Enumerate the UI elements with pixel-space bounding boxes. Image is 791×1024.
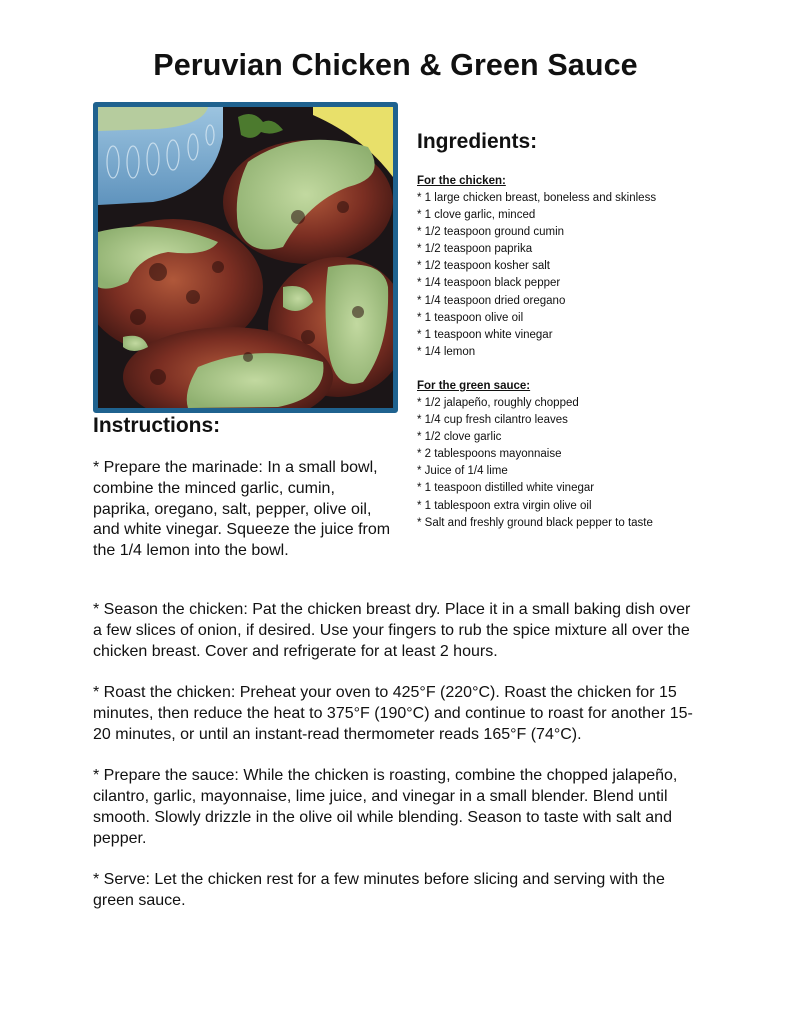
list-item: * 2 tablespoons mayonnaise [417,448,562,461]
green-sauce-subheading: For the green sauce: [417,379,531,392]
list-item: * 1 clove garlic, minced [417,209,536,222]
list-item: * 1 teaspoon white vinegar [417,328,553,341]
ingredients-section [417,130,757,532]
instruction-step: * Prepare the sauce: While the chicken is roasting, combine the chopped jalapeño, cilantro, garlic, mayonnaise, lime juice, and vinegar in a small blender. Blend until smooth. Slowly drizzle in the olive oil while blending. Season to taste with salt and pepper. [93,767,678,847]
list-item: * 1/4 teaspoon dried oregano [417,294,566,307]
instructions-heading: Instructions: [93,414,221,437]
section-spacer [417,361,757,378]
ingredients-heading: Ingredients: [417,130,538,153]
instruction-step: * Serve: Let the chicken rest for a few minutes before slicing and serving with the green sauce. [93,871,665,910]
instruction-step: * Season the chicken: Pat the chicken breast dry. Place it in a small baking dish over a few slices of onion, if desired. Use your fingers to rub the spice mixture all over the chicken breast. Cover and refrigerate for at least 2 hours. [93,601,691,660]
list-item: * 1 tablespoon extra virgin olive oil [417,499,592,512]
list-item: * 1/4 lemon [417,345,476,358]
chicken-photo-illustration [98,107,393,408]
instructions-list [93,600,703,933]
recipe-photo [93,102,398,413]
list-item: * 1/2 jalapeño, roughly chopped [417,396,579,409]
list-item: * 1/2 teaspoon paprika [417,243,533,256]
recipe-title: Peruvian Chicken & Green Sauce [153,48,638,82]
instruction-step: * Roast the chicken: Preheat your oven to 425°F (220°C). Roast the chicken for 15 minutes, then reduce the heat to 375°F (190°C) and continue to roast for another 15-20 minutes, or until an instant-read thermometer reads 165°F (74°C). [93,684,693,743]
green-sauce-ingredient-list [417,395,757,532]
list-item: * Juice of 1/4 lime [417,465,508,478]
list-item: * 1/4 cup fresh cilantro leaves [417,414,568,427]
list-item: * Salt and freshly ground black pepper to taste [417,516,653,529]
list-item: * 1/2 teaspoon ground cumin [417,226,565,239]
list-item: * 1/2 clove garlic [417,431,502,444]
instruction-step: * Prepare the marinade: In a small bowl, combine the minced garlic, cumin, paprika, oregano, salt, pepper, olive oil, and white vinegar. Squeeze the juice from the 1/4 lemon into the bowl. [93,459,391,560]
list-item: * 1/4 teaspoon black pepper [417,277,561,290]
list-item: * 1 teaspoon distilled white vinegar [417,482,595,495]
list-item: * 1/2 teaspoon kosher salt [417,260,550,273]
list-item: * 1 large chicken breast, boneless and skinless [417,192,657,204]
list-item: * 1 teaspoon olive oil [417,311,524,324]
chicken-ingredient-list [417,190,757,361]
chicken-subheading: For the chicken: [417,175,506,187]
